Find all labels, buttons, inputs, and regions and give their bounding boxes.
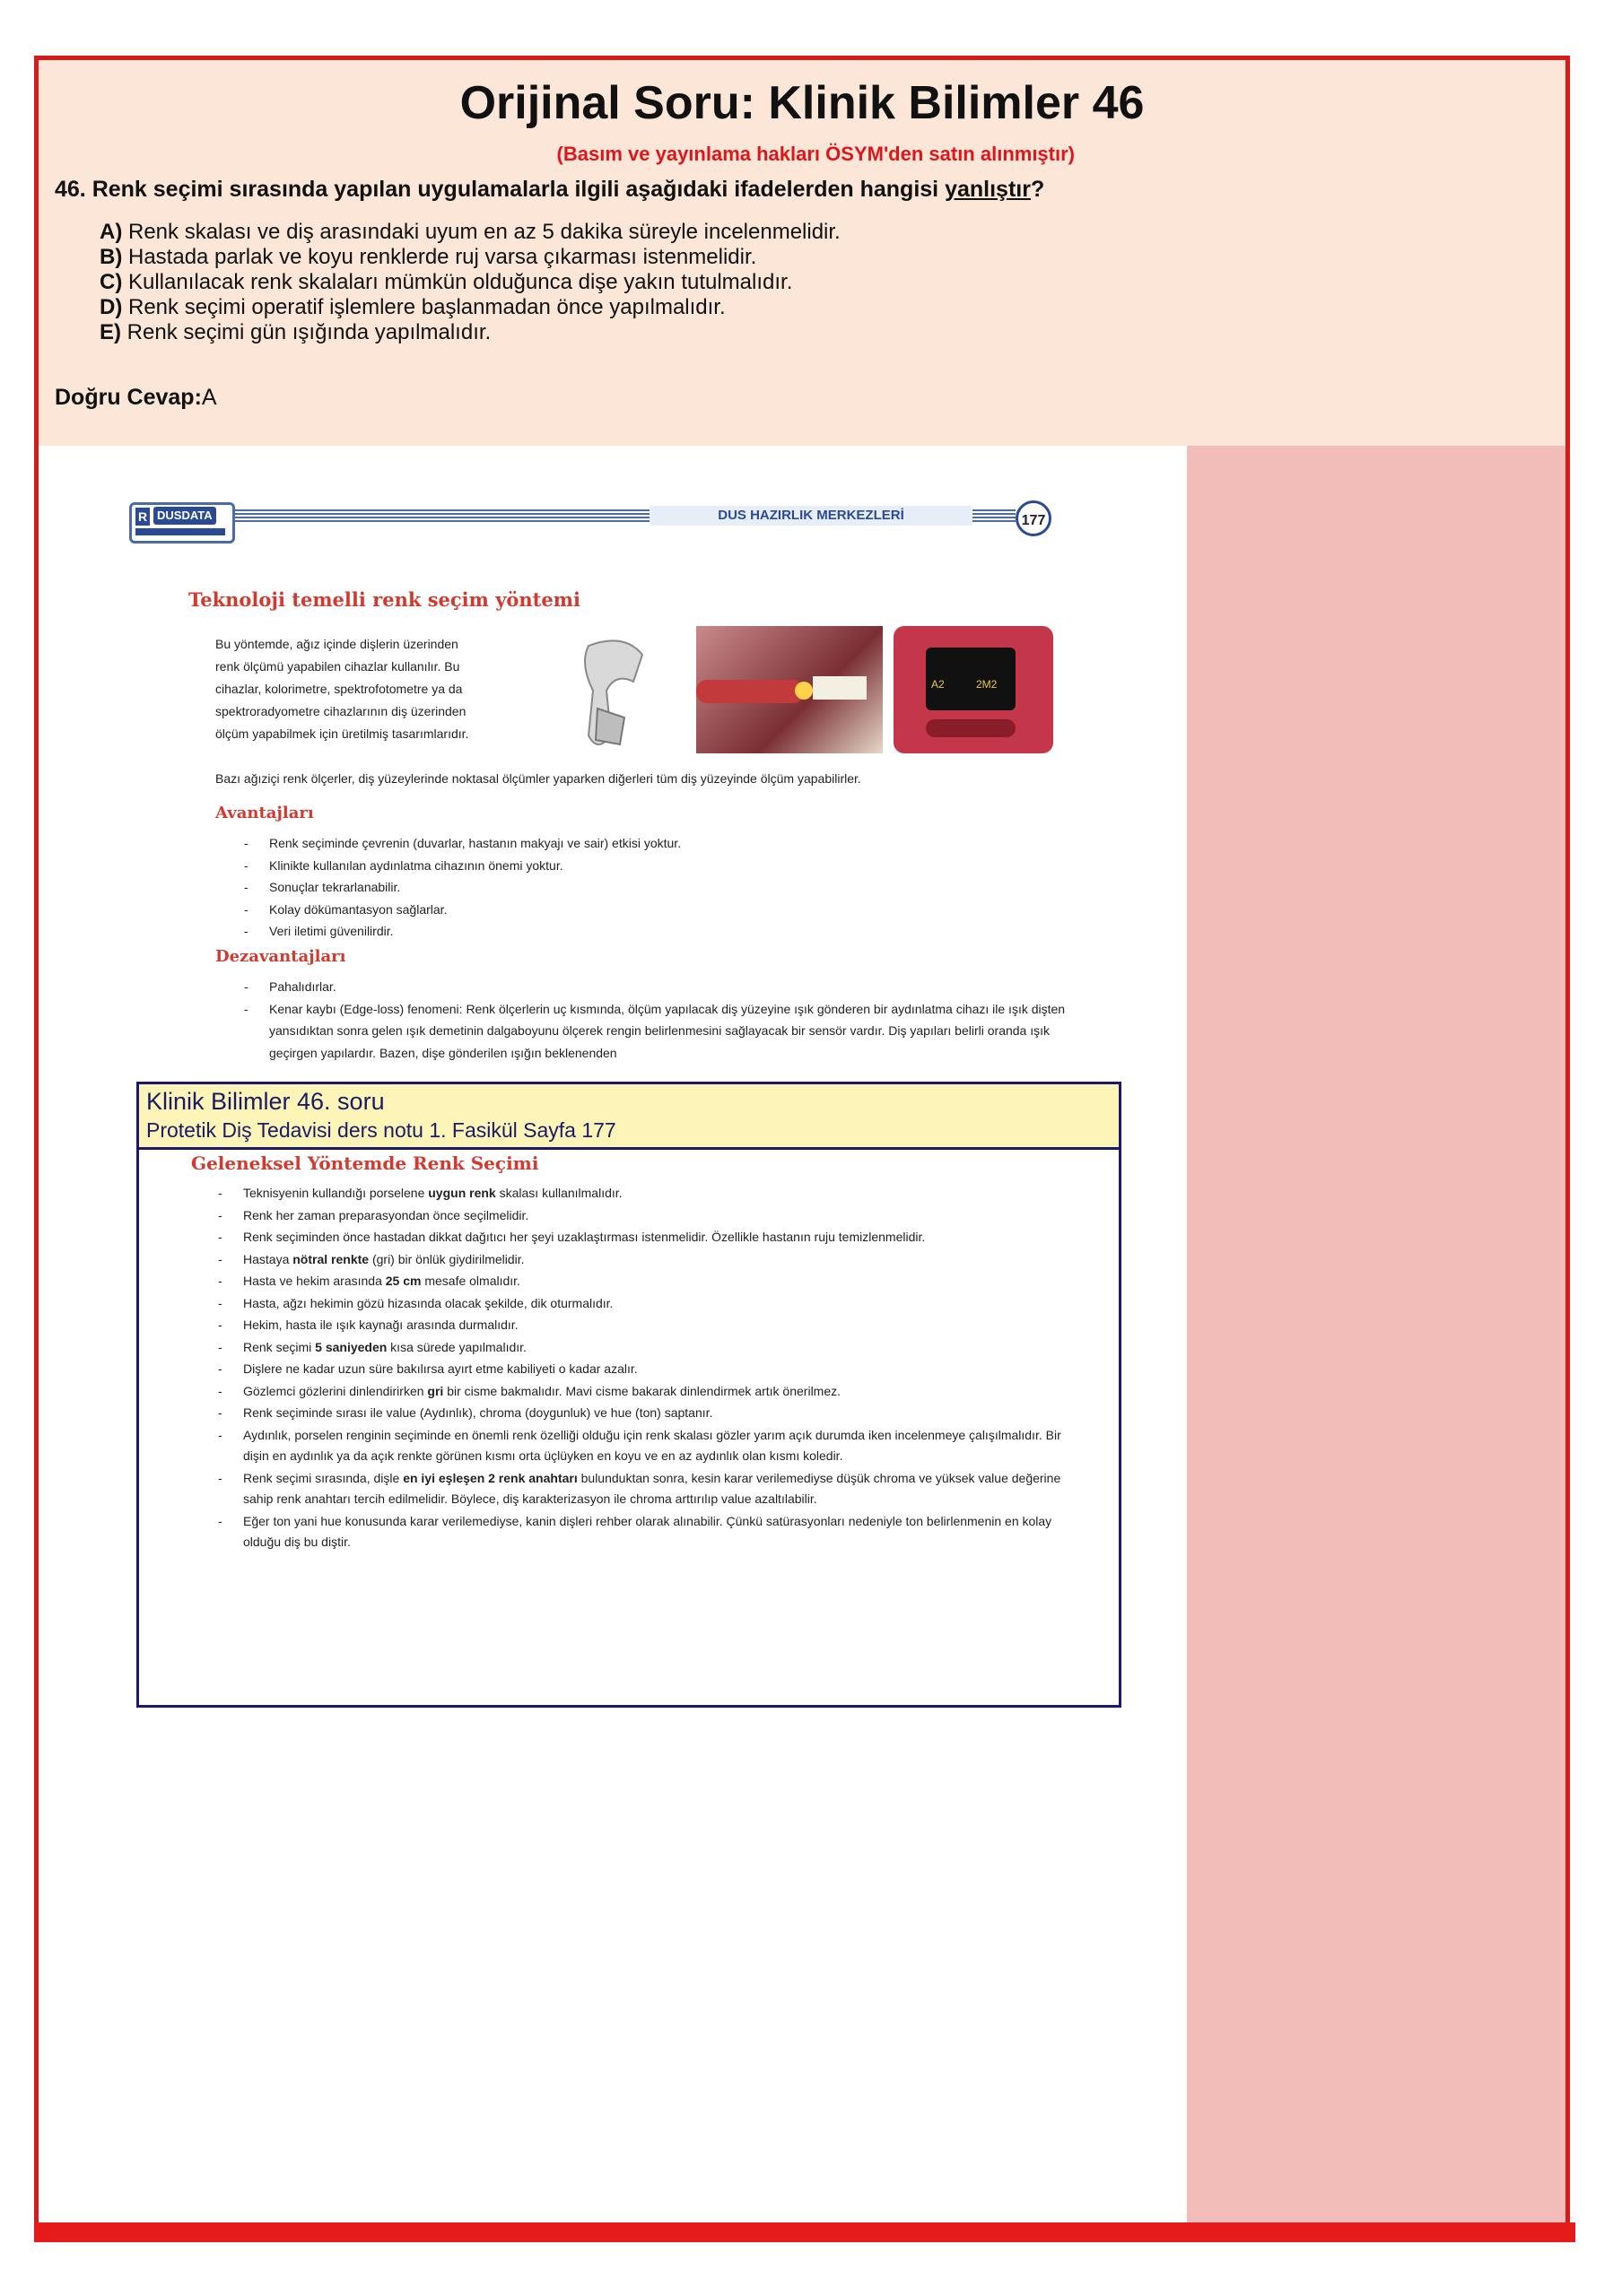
list-item: - Kenar kaybı (Edge-loss) fenomeni: Renk ölçerlerin uç kısmında, ölçüm yapılacak diş yüzeyine ışık gönderen bir aydınlatma cihazı ile ışık dişten yansıdıktan sonra gelen ışık demetinin dalgaboyunu ölçerek rengin belirlenmesini sağlayacak bir sensör vardır. Diş yapıları belirli oranda ışık geçirgen yapılardır. Bazen, dişe gönderilen ışığın beklenenden <box>242 998 1068 1065</box>
callout-list-item: - Aydınlık, porselen renginin seçiminde en önemli renk özelliği olduğu için renk skalası gözler yarım açık durumda iken incelenmeye çalışılmalıdır. Bir dişin en aydınlık ya da açık renkte görünen kısmı orta üçlüyken en koyu ve en az aydınlık olan kısmı koledir. <box>216 1425 1065 1467</box>
disadvantages-list <box>242 976 1068 1064</box>
callout-list-item: - Renk seçiminden önce hastadan dikkat dağıtıcı her şeyi uzaklaştırması istenmelidir. Özellikle hastanın ruju temizlenmelidir. <box>216 1227 1065 1248</box>
bottom-bar <box>34 2222 1575 2242</box>
option-e: E) Renk seçimi gün ışığında yapılmalıdır. <box>100 320 492 344</box>
advantages-list <box>242 832 1068 943</box>
tech-section-title: Teknoloji temelli renk seçim yöntemi <box>188 588 580 611</box>
tech-body: Bu yöntemde, ağız içinde dişlerin üzerinden renk ölçümü yapabilen cihazlar kullanılır. Bu cihazlar, kolorimetre, spektrofotometre ya da spektroradyometre cihazlarının diş üzerinden ölçüm yapabilmek için üretilmiş tasarımlarıdır. <box>215 637 469 741</box>
correct-answer: Doğru Cevap:A <box>55 385 217 410</box>
question-underlined: yanlıştır <box>945 177 1031 202</box>
callout-list-item: - Eğer ton yani hue konusunda karar verilemediyse, kanin dişleri rehber olarak alınabilir. Çünkü satürasyonları nedeniyle ton belirlenmenin en kolay olduğu diş bu diştir. <box>216 1511 1065 1553</box>
list-item: - Renk seçiminde çevrenin (duvarlar, hastanın makyajı ve sair) etkisi yoktur. <box>242 832 1068 855</box>
callout-list-item: - Hastaya nötral renkte (gri) bir önlük giydirilmelidir. <box>216 1249 1065 1271</box>
option-d: D) Renk seçimi operatif işlemlere başlanmadan önce yapılmalıdır. <box>100 295 726 319</box>
page-title: Orijinal Soru: Klinik Bilimler 46 <box>459 77 1145 129</box>
shade-device-image <box>571 628 660 762</box>
question-suffix: ? <box>1030 177 1045 202</box>
list-item: - Kolay dökümantasyon sağlarlar. <box>242 899 1068 921</box>
page-number-badge: 177 <box>1016 500 1051 536</box>
callout-list-item: - Hasta, ağzı hekimin gözü hizasında olacak şekilde, dik oturmalıdır. <box>216 1293 1065 1315</box>
callout-list <box>216 1183 1065 1554</box>
list-item: - Klinikte kullanılan aydınlatma cihazının önemi yoktur. <box>242 855 1068 877</box>
callout-list-item: - Renk seçimi sırasında, dişle en iyi eşleşen 2 renk anahtarı bulunduktan sonra, kesin karar verilemediyse düşük chroma ve yüksek value değerine sahip renk anahtarı tercih edilmelidir. Böylece, diş karakterizasyon ile chroma arttırılıp value azaltılabilir. <box>216 1468 1065 1510</box>
list-item: - Sonuçlar tekrarlanabilir. <box>242 876 1068 899</box>
callout-list-item: - Hekim, hasta ile ışık kaynağı arasında durmalıdır. <box>216 1315 1065 1336</box>
callout-list-item: - Gözlemci gözlerini dinlendirirken gri bir cisme bakmalıdır. Mavi cisme bakarak dinlendirmek artık önerilmez. <box>216 1381 1065 1403</box>
advantages-title: Avantajları <box>215 804 314 822</box>
tech-note: Bazı ağıziçi renk ölçerler, diş yüzeylerinde noktasal ölçümler yaparken diğerleri tüm diş yüzeyinde ölçüm yapabilirler. <box>215 771 861 786</box>
option-b: B) Hastada parlak ve koyu renklerde ruj varsa çıkarması istenmelidir. <box>100 245 757 269</box>
question-header <box>39 60 1565 446</box>
option-c: C) Kullanılacak renk skalaları mümkün olduğunca dişe yakın tutulmalıdır. <box>100 270 793 294</box>
callout-list-item: - Dişlere ne kadar uzun süre bakılırsa ayırt etme kabiliyeti o kadar azalır. <box>216 1359 1065 1380</box>
callout-section-title: Geleneksel Yöntemde Renk Seçimi <box>191 1152 539 1174</box>
shade-device-screen-photo: A2 2M2 <box>894 626 1053 753</box>
dusdata-logo: R DUSDATA <box>129 502 235 544</box>
callout-list-item: - Renk seçimi 5 saniyeden kısa sürede yapılmalıdır. <box>216 1337 1065 1359</box>
callout-header <box>139 1084 1119 1150</box>
disadvantages-title: Dezavantajları <box>215 947 346 966</box>
callout-subtitle: Protetik Diş Tedavisi ders notu 1. Fasikül Sayfa 177 <box>146 1118 616 1142</box>
rights-notice: (Basım ve yayınlama hakları ÖSYM'den satın alınmıştır) <box>556 143 1075 165</box>
callout-title: Klinik Bilimler 46. soru <box>146 1088 385 1115</box>
answer-options <box>100 220 841 345</box>
side-panel <box>1187 446 1565 2224</box>
question-prefix: 46. Renk seçimi sırasında yapılan uygulamalarla ilgili aşağıdaki ifadelerden hangisi <box>55 177 946 202</box>
callout-list-item: - Hasta ve hekim arasında 25 cm mesafe olmalıdır. <box>216 1271 1065 1292</box>
dus-header-label: DUS HAZIRLIK MERKEZLERİ <box>650 506 972 526</box>
reference-callout <box>136 1082 1121 1708</box>
callout-list-item: - Teknisyenin kullandığı porselene uygun renk skalası kullanılmalıdır. <box>216 1183 1065 1205</box>
list-item: - Veri iletimi güvenilirdir. <box>242 920 1068 943</box>
question-text <box>55 177 1044 203</box>
callout-list-item: - Renk seçiminde sırası ile value (Aydınlık), chroma (doygunluk) ve hue (ton) saptanır. <box>216 1403 1065 1424</box>
list-item: - Pahalıdırlar. <box>242 976 1068 998</box>
callout-list-item: - Renk her zaman preparasyondan önce seçilmelidir. <box>216 1205 1065 1227</box>
intraoral-measurement-photo <box>696 626 883 753</box>
option-a: A) Renk skalası ve diş arasındaki uyum en az 5 dakika süreyle incelenmelidir. <box>100 220 841 244</box>
